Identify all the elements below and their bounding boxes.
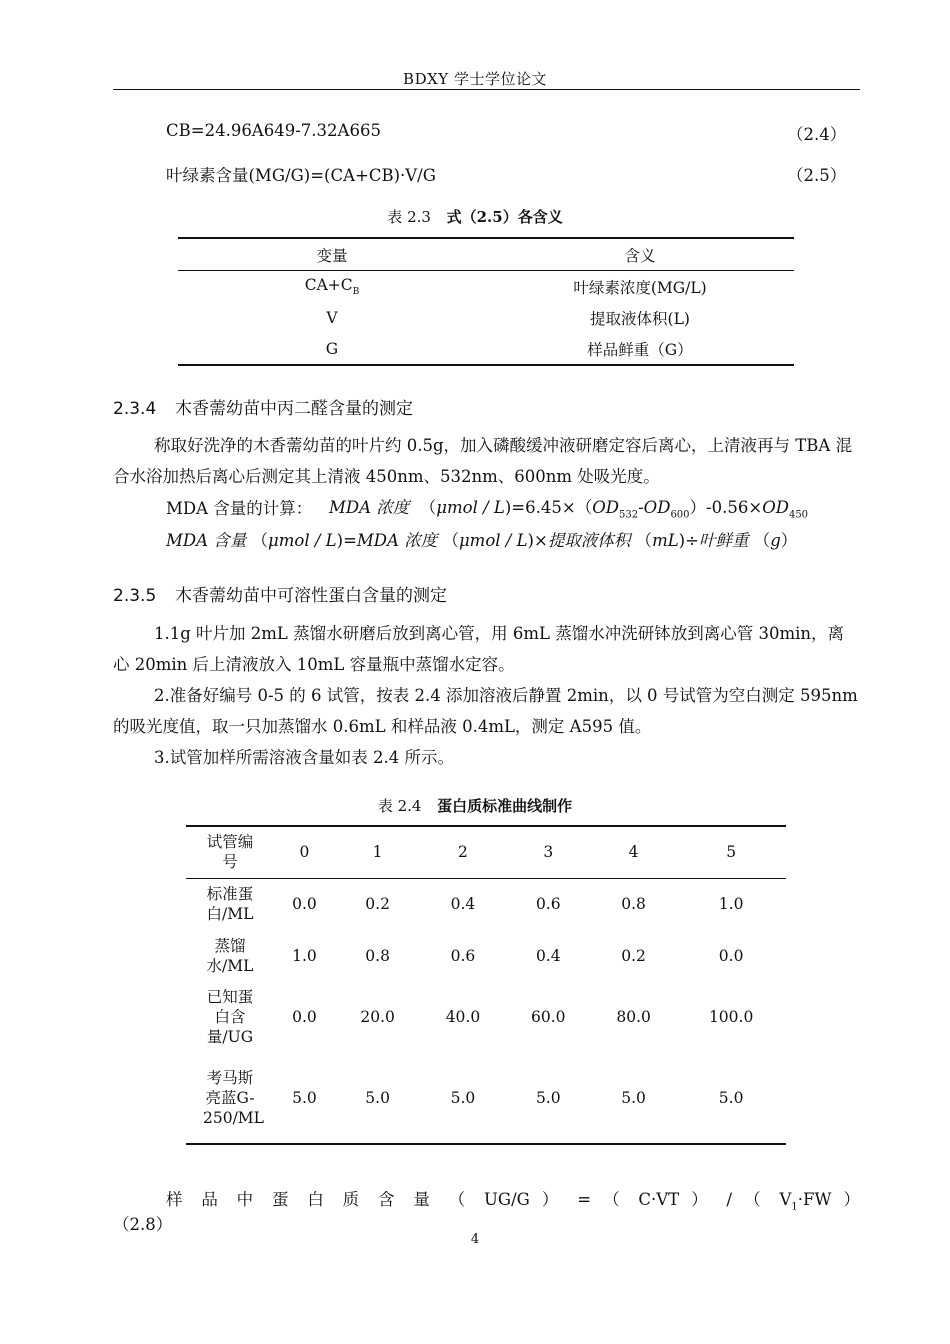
formula-volume: 提取液体积 [547,531,631,550]
formula-lhs: MDA 浓度 [329,498,410,517]
formula-coef-2: 0.56 [711,498,749,517]
paragraph-text: 2.准备好编号 0-5 的 6 试管，按表 2.4 添加溶液后静置 2min，以 0 号试管为空白测定 595nm 的吸光度值，取一只加蒸馏水 0.6mL 和样品液 0.4mL，测定 A595 值。 [113,686,858,736]
formula-mid: MDA 浓度 [356,531,438,550]
section-title: 木香薷幼苗中可溶性蛋白含量的测定 [175,586,447,606]
formula-text-right: ·FW ） [797,1190,860,1209]
row-label [186,930,274,982]
mda-formula-1: MDA 浓度 $(\mu mol / L)=6.45\times(OD_{532}-OD_{600})-0.56\times OD_{450}$ [329,498,809,521]
equation-2-5: 叶绿素含量(MG/G)=(CA+CB)·V/G [166,166,436,185]
table-cell: 5.0 [718,1088,744,1107]
mda-paragraph [113,430,860,492]
formula-unit: μmol / L [436,498,505,517]
table-row [186,982,786,1052]
table-cell: 0.0 [718,947,744,965]
table-cell: 0.6 [535,895,561,914]
formula-coef-1: 6.45 [525,498,562,517]
row-label-text: 已知蛋白含量/UG [206,988,254,1046]
paragraph-text: 称取好洗净的木香薷幼苗的叶片约 0.5g，加入磷酸缓冲液研磨定容后离心，上清液再与 TBA 混合水浴加热后离心后测定其上清液 450nm、532nm、600nm 处吸光度。 [113,436,853,486]
formula-subscript: 1 [791,1201,798,1213]
paragraph-text: 3.试管加样所需溶液含量如表 2.4 所示。 [154,748,454,767]
table-2-4-caption-text: 蛋白质标准曲线制作 [437,797,573,815]
table-cell: 0.4 [450,895,476,914]
column-header: 1 [372,843,383,862]
formula-unit: μmol / L [458,531,528,550]
section-number: 2.3.4 [113,399,157,419]
table-cell: 60.0 [531,1008,566,1026]
table-row [178,271,794,303]
table-cell: V [326,308,338,327]
formula-od: OD [643,498,671,517]
table-cell: 0.0 [292,895,317,914]
equation-2-5-number: （2.5） [787,166,847,185]
table-cell: 提取液体积(L) [590,309,690,328]
table-cell: 80.0 [616,1008,651,1026]
table-row [186,930,786,982]
table-2-3-caption-label: 表 2.3 [387,208,431,226]
table-row [186,878,786,930]
mda-formula-2: MDA 含量 （μmol / L)=MDA 浓度 （μmol / L)×提取液体积 （mL)÷叶鲜重 （g） [166,531,798,550]
formula-unit: μmol / L [268,531,337,550]
table-2-3 [178,237,794,366]
variable-subscript: B [352,287,360,298]
row-label [186,982,274,1052]
table-cell: 1.0 [718,895,744,914]
formula-lhs: MDA 含量 [166,531,247,550]
table-header-row [186,826,786,878]
table-cell: 5.0 [535,1088,561,1107]
row-label [186,878,274,930]
table-cell: 100.0 [708,1008,754,1026]
section-heading-2-3-5 [113,581,447,606]
table-cell: 0.2 [621,947,646,965]
table-cell: 0.0 [292,1008,317,1026]
equation-2-8-number: （2.8） [113,1215,173,1234]
column-header: 5 [726,843,737,862]
table-cell: 5.0 [292,1088,317,1107]
row-label-text: 蒸馏水/ML [206,937,254,975]
table-cell: 0.6 [450,947,476,965]
table-cell: 5.0 [450,1088,476,1107]
mda-calc-label: MDA 含量的计算： [166,499,313,518]
column-header: 3 [543,843,554,862]
formula-unit: mL [652,531,679,550]
section-number: 2.3.5 [113,586,157,606]
table-2-4-caption [0,795,950,816]
table-cell: 1.0 [292,947,317,965]
table-2-3-caption [0,206,950,227]
row-label-text: 标准蛋白/ML [206,885,254,924]
formula-unit: g [770,531,781,550]
table-2-4-caption-label: 表 2.4 [377,797,422,815]
table-cell: 40.0 [445,1008,481,1026]
formula-od: OD [592,498,619,517]
table-cell: 20.0 [360,1008,395,1026]
table-cell: 0.8 [621,895,646,914]
page-number: 4 [470,1232,480,1247]
table-row [186,1052,786,1144]
section-title: 木香薷幼苗中丙二醛含量的测定 [175,399,413,419]
protein-paragraphs [113,618,860,773]
table-2-3-caption-text: 式（2.5）各含义 [446,208,563,226]
table-cell [178,271,486,303]
header-rule [113,89,860,90]
formula-sub-600: 600 [670,509,690,521]
row-header-label [186,826,274,878]
protein-content-formula [166,1186,860,1212]
table-header-row [178,238,794,271]
table-2-4 [186,825,786,1145]
section-heading-2-3-4 [113,394,413,419]
column-header: 0 [299,843,310,862]
table-cell: G [325,339,339,358]
table-cell: 5.0 [365,1088,390,1107]
formula-sub-532: 532 [619,509,639,521]
table-cell: 0.4 [535,947,561,965]
formula-sub-450: 450 [788,509,809,521]
table-row [178,333,794,365]
column-header-meaning: 含义 [624,246,656,265]
paragraph-text: 1.1g 叶片加 2mL 蒸馏水研磨后放到离心管，用 6mL 蒸馏水冲洗研钵放到离心管 30min，离心 20min 后上清液放入 10mL 容量瓶中蒸馏水定容。 [113,624,845,674]
equation-2-4-number: （2.4） [787,125,847,144]
row-label [186,1052,274,1144]
row-label-text: 考马斯亮蓝G-250/ML [203,1068,264,1127]
table-cell: 0.2 [365,895,390,914]
formula-fresh-weight: 叶鲜重 [698,531,749,550]
table-row [178,302,794,333]
table-cell: 叶绿素浓度(MG/L) [573,278,707,297]
equation-2-4: CB=24.96A649-7.32A665 [166,121,381,140]
table-cell: 0.8 [365,947,390,965]
header-label-text: 试管编号 [206,833,254,872]
variable-name: CA+C [304,275,353,294]
column-header: 2 [458,843,468,862]
column-header: 4 [628,843,639,862]
running-header: BDXY 学士学位论文 [403,70,547,88]
formula-text-left: 样 品 中 蛋 白 质 含 量 （ UG/G ） = （ C·VT ） / （ V [166,1190,792,1209]
table-cell: 样品鲜重（G） [587,340,693,359]
column-header-variable: 变量 [316,246,348,265]
table-cell: 5.0 [621,1088,646,1107]
formula-od: OD [762,498,789,517]
